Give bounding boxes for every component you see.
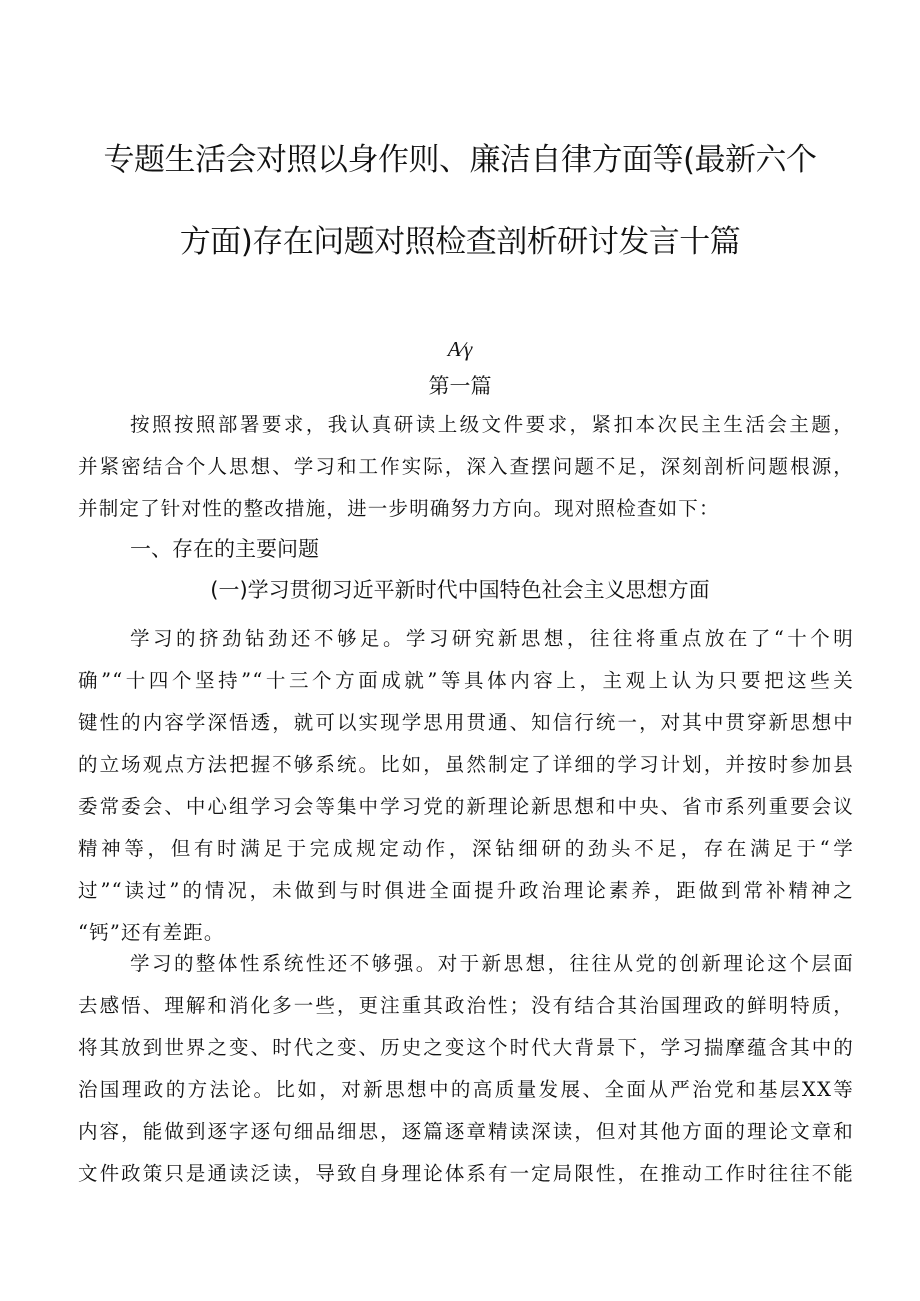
chapter-mark: A∕γ xyxy=(447,337,473,361)
paragraph-line: 文件政策只是通读泛读，导致自身理论体系有一定局限性，在推动工作时往往不能 xyxy=(78,1162,854,1185)
document-title-line-1: 专题生活会对照以身作则、廉洁自律方面等(最新六个 xyxy=(103,142,817,178)
paragraph-line: 学习的整体性系统性还不够强。对于新思想，往往从党的创新理论这个层面 xyxy=(130,952,854,975)
paragraph-line: 过”“读过”的情况，未做到与时俱进全面提升政治理论素养，距做到常补精神之 xyxy=(78,879,854,902)
intro-paragraph xyxy=(78,404,854,530)
paragraph-study-effort xyxy=(78,618,854,954)
subsection-heading: (一)学习贯彻习近平新时代中国特色社会主义思想方面 xyxy=(210,578,710,602)
paragraph-line: 治国理政的方法论。比如，对新思想中的高质量发展、全面从严治党和基层XX等 xyxy=(78,1078,854,1101)
paragraph-line: 去感悟、理解和消化多一些，更注重其政治性；没有结合其治国理政的鲜明特质， xyxy=(78,994,854,1017)
paragraph-line: 学习的挤劲钻劲还不够足。学习研究新思想，往往将重点放在了“十个明 xyxy=(130,627,854,650)
document-title-line-2: 方面)存在问题对照检查剖析研讨发言十篇 xyxy=(179,224,741,260)
paragraph-line: 的立场观点方法把握不够系统。比如，虽然制定了详细的学习计划，并按时参加县 xyxy=(78,753,854,776)
intro-line: 按照按照部署要求，我认真研读上级文件要求，紧扣本次民主生活会主题， xyxy=(130,413,854,436)
paragraph-line: 键性的内容学深悟透，就可以实现学思用贯通、知信行统一，对其中贯穿新思想中 xyxy=(78,711,854,734)
intro-line: 并紧密结合个人思想、学习和工作实际，深入查摆问题不足，深刻剖析问题根源， xyxy=(78,455,854,478)
intro-line: 并制定了针对性的整改措施，进一步明确努力方向。现对照检查如下： xyxy=(78,497,720,520)
paragraph-line: 精神等，但有时满足于完成规定动作，深钻细研的劲头不足，存在满足于“学 xyxy=(78,837,854,860)
paragraph-line: 内容，能做到逐字逐句细品细思，逐篇逐章精读深读，但对其他方面的理论文章和 xyxy=(78,1120,854,1143)
paragraph-line: 委常委会、中心组学习会等集中学习党的新理论新思想和中央、省市系列重要会议 xyxy=(78,795,854,818)
paragraph-study-system xyxy=(78,943,854,1195)
paragraph-line: 将其放到世界之变、时代之变、历史之变这个时代大背景下，学习揣摩蕴含其中的 xyxy=(78,1036,854,1059)
section-heading: 一、存在的主要问题 xyxy=(130,537,319,561)
paragraph-line: “钙”还有差距。 xyxy=(78,921,225,944)
chapter-heading: 第一篇 xyxy=(428,374,492,398)
paragraph-line: 确”“十四个坚持”“十三个方面成就”等具体内容上，主观上认为只要把这些关 xyxy=(78,669,854,692)
